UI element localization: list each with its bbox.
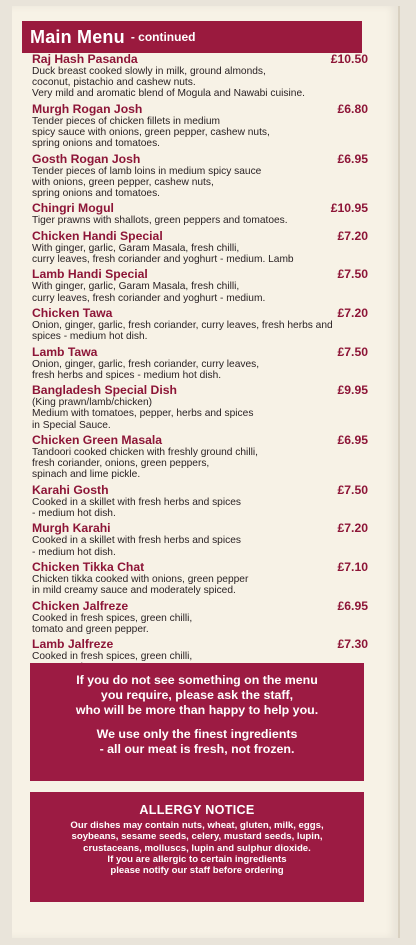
menu-item-description: Tiger prawns with shallots, green peppers and tomatoes. (32, 215, 288, 227)
menu-item-price: £6.95 (337, 598, 368, 613)
menu-item-price: £7.20 (337, 521, 368, 536)
menu-item (32, 599, 368, 635)
menu-item-price: £7.50 (337, 267, 368, 282)
menu-item-description: Cooked in fresh spices, green chilli, tomato and green pepper. (32, 612, 193, 635)
menu-item (32, 267, 368, 303)
menu-item-name: Chicken Tawa (32, 305, 113, 320)
menu-item-price: £7.20 (337, 305, 368, 320)
menu-item (32, 521, 368, 557)
menu-item-description: With ginger, garlic, Garam Masala, fresh chilli, curry leaves, fresh coriander and yoghurt - medium. Lamb (32, 242, 294, 265)
section-header (22, 21, 362, 53)
menu-item-description: Cooked in fresh spices, green chilli, (32, 651, 193, 663)
menu-item-description: Cooked in a skillet with fresh herbs and spices - medium hot dish. (32, 535, 241, 558)
menu-item (32, 345, 368, 381)
section-title: Main Menu (30, 26, 125, 47)
menu-item-name: Bangladesh Special Dish (32, 383, 177, 398)
menu-item-name: Lamb Tawa (32, 344, 98, 359)
menu-item (32, 560, 368, 596)
menu-item (32, 433, 368, 481)
section-subtitle: - continued (130, 30, 196, 44)
menu-item (32, 201, 368, 226)
menu-item-name: Murgh Rogan Josh (32, 101, 143, 116)
menu-item (32, 229, 368, 265)
menu-item-name: Chingri Mogul (32, 201, 114, 216)
menu-item-price: £7.50 (337, 482, 368, 497)
menu-item-price: £7.10 (337, 559, 368, 574)
menu-item-name: Gosth Rogan Josh (32, 151, 141, 166)
menu-item-name: Lamb Handi Special (32, 267, 148, 282)
menu-item-description: Duck breast cooked slowly in milk, ground almonds, coconut, pistachio and cashew nuts. Very mild and aromatic blend of Mogula and Nawabi cuisine. (32, 66, 305, 100)
menu-item-price: £6.95 (337, 151, 368, 166)
menu-item-price: £7.50 (337, 344, 368, 359)
menu-item-price: £10.50 (330, 52, 368, 66)
menu-item-description: Tender pieces of chicken fillets in medium spicy sauce with onions, green pepper, cashew nuts, spring onions and tomatoes. (32, 115, 270, 150)
staff-notice (30, 663, 364, 781)
menu-item-name: Chicken Handi Special (32, 228, 163, 243)
menu-item-name: Raj Hash Pasanda (32, 52, 138, 66)
menu-item-description: (King prawn/lamb/chicken) Medium with tomatoes, pepper, herbs and spices in Special Sauce. (32, 397, 254, 431)
allergy-notice-body: Our dishes may contain nuts, wheat, gluten, milk, eggs, soybeans, sesame seeds, celery, mustard seeds, lupin, crustaceans, molluscs, lupin and sulphur dioxide. If you are allergic to certain ingredients please notify our staff before ordering (70, 820, 324, 877)
menu-item-price: £7.20 (337, 228, 368, 243)
menu-list (32, 52, 368, 674)
menu-item (32, 306, 368, 342)
menu-item-price: £6.80 (337, 101, 368, 116)
menu-item-description: With ginger, garlic, Garam Masala, fresh chilli, curry leaves, fresh coriander and yoghurt - medium. (32, 281, 266, 304)
menu-item-description: Onion, ginger, garlic, fresh coriander, curry leaves, fresh herbs and spices - medium hot dish. (32, 358, 260, 381)
menu-item-name: Chicken Tikka Chat (32, 559, 145, 574)
menu-item-name: Chicken Jalfreze (32, 598, 129, 613)
menu-item-price: £7.30 (337, 637, 368, 652)
menu-item-name: Murgh Karahi (32, 521, 111, 536)
menu-item-description: Tandoori cooked chicken with freshly ground chilli, fresh coriander, onions, green peppers, spinach and lime pickle. (32, 446, 258, 481)
menu-item-description: Tender pieces of lamb loins in medium spicy sauce with onions, green pepper, cashew nuts, spring onions and tomatoes. (32, 165, 262, 199)
menu-item (32, 383, 368, 431)
menu-item-price: £6.95 (337, 432, 368, 447)
menu-item (32, 483, 368, 519)
staff-notice-text: If you do not see something on the menu you require, please ask the staff, who will be more than happy to help you. (75, 673, 319, 717)
menu-item-description: Chicken tikka cooked with onions, green pepper in mild creamy sauce and moderately spiced. (32, 573, 249, 597)
menu-item (32, 152, 368, 200)
allergy-notice (30, 792, 364, 902)
menu-item (32, 102, 368, 150)
menu-item-price: £9.95 (337, 383, 368, 398)
menu-item-name: Lamb Jalfreze (32, 637, 114, 652)
ingredients-notice-text: We use only the finest ingredients - all our meat is fresh, not frozen. (96, 727, 298, 756)
menu-item (32, 52, 368, 100)
allergy-notice-title: ALLERGY NOTICE (139, 803, 255, 817)
menu-item-name: Chicken Green Masala (32, 432, 163, 447)
menu-item-price: £10.95 (330, 201, 368, 216)
menu-item-name: Karahi Gosth (32, 482, 109, 497)
menu-item-description: Cooked in a skillet with fresh herbs and spices - medium hot dish. (32, 496, 241, 519)
menu-item-description: Onion, ginger, garlic, fresh coriander, curry leaves, fresh herbs and spices - medium hot dish. (32, 319, 333, 343)
